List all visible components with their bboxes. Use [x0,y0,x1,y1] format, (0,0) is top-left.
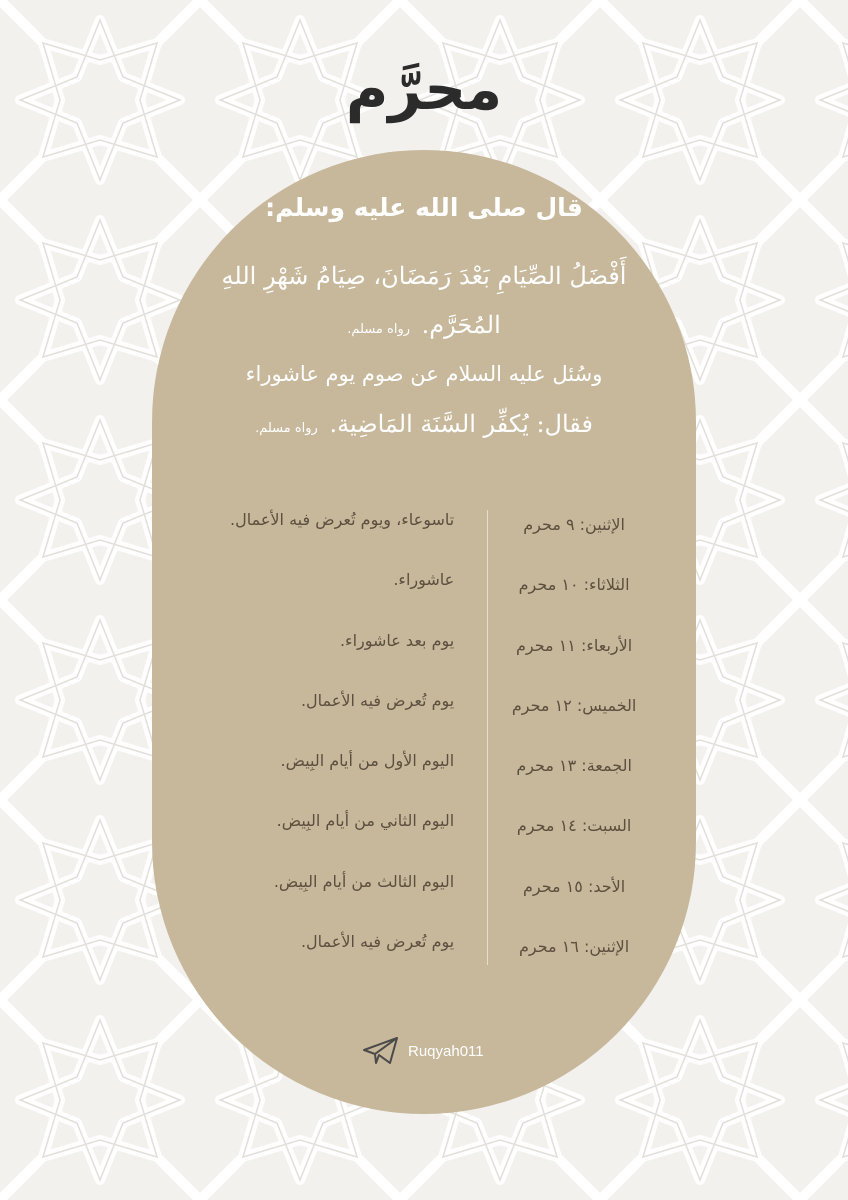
schedule-list [196,505,664,987]
schedule-day: الثلاثاء: ١٠ محرم [518,575,630,595]
schedule-event: اليوم الثاني من أيام البِيض. [276,811,455,831]
schedule-event: يوم تُعرض فيه الأعمال. [300,690,455,710]
schedule-day: الإثنين: ٩ محرم [523,515,625,534]
schedule-event: عاشوراء. [393,570,455,590]
hadith-line-4 [172,410,676,439]
hadith-line-2-text: المُحَرَّم. [421,311,501,339]
schedule-row [196,686,664,746]
schedule-day: الأربعاء: ١١ محرم [515,635,633,655]
schedule-row [196,927,664,987]
narration-note-2: رواه مسلم. [255,421,318,436]
hadith-line-3: وسُئل عليه السلام عن صوم يوم عاشوراء [245,362,603,386]
schedule-row [196,505,664,565]
schedule-event: يوم تُعرض فيه الأعمال. [300,932,455,952]
schedule-event: يوم بعد عاشوراء. [339,630,455,650]
schedule-day: الخميس: ١٢ محرم [511,695,637,715]
schedule-row [196,565,664,625]
schedule-event: اليوم الأول من أيام البِيض. [280,751,455,771]
hadith-line-2 [172,311,676,340]
schedule-event: تاسوعاء، ويوم تُعرض فيه الأعمال. [230,510,455,529]
schedule-day: الإثنين: ١٦ محرم [518,937,630,957]
hadith-line-1: أَفْضَلُ الصِّيَامِ بَعْدَ رَمَضَانَ، صِيَامُ شَهْرِ اللهِ [221,262,627,290]
schedule-day: السبت: ١٤ محرم [516,816,632,836]
hadith-line-4-text: فقال: يُكفِّر السَّنَة المَاضِية. [329,410,593,438]
narration-note-1: رواه مسلم. [347,322,411,337]
footer-credit[interactable] [362,1036,484,1066]
schedule-row [196,867,664,927]
telegram-icon [362,1036,400,1066]
page-title: محرَّم [345,55,503,123]
hadith-intro: قال صلى الله عليه وسلم: [265,193,583,222]
schedule-row [196,626,664,686]
schedule-day: الجمعة: ١٣ محرم [516,756,632,776]
footer-handle: Ruqyah011 [408,1042,484,1060]
schedule-day: الأحد: ١٥ محرم [522,876,626,896]
schedule-event: اليوم الثالث من أيام البِيض. [273,871,455,891]
schedule-row [196,806,664,866]
schedule-row [196,746,664,806]
